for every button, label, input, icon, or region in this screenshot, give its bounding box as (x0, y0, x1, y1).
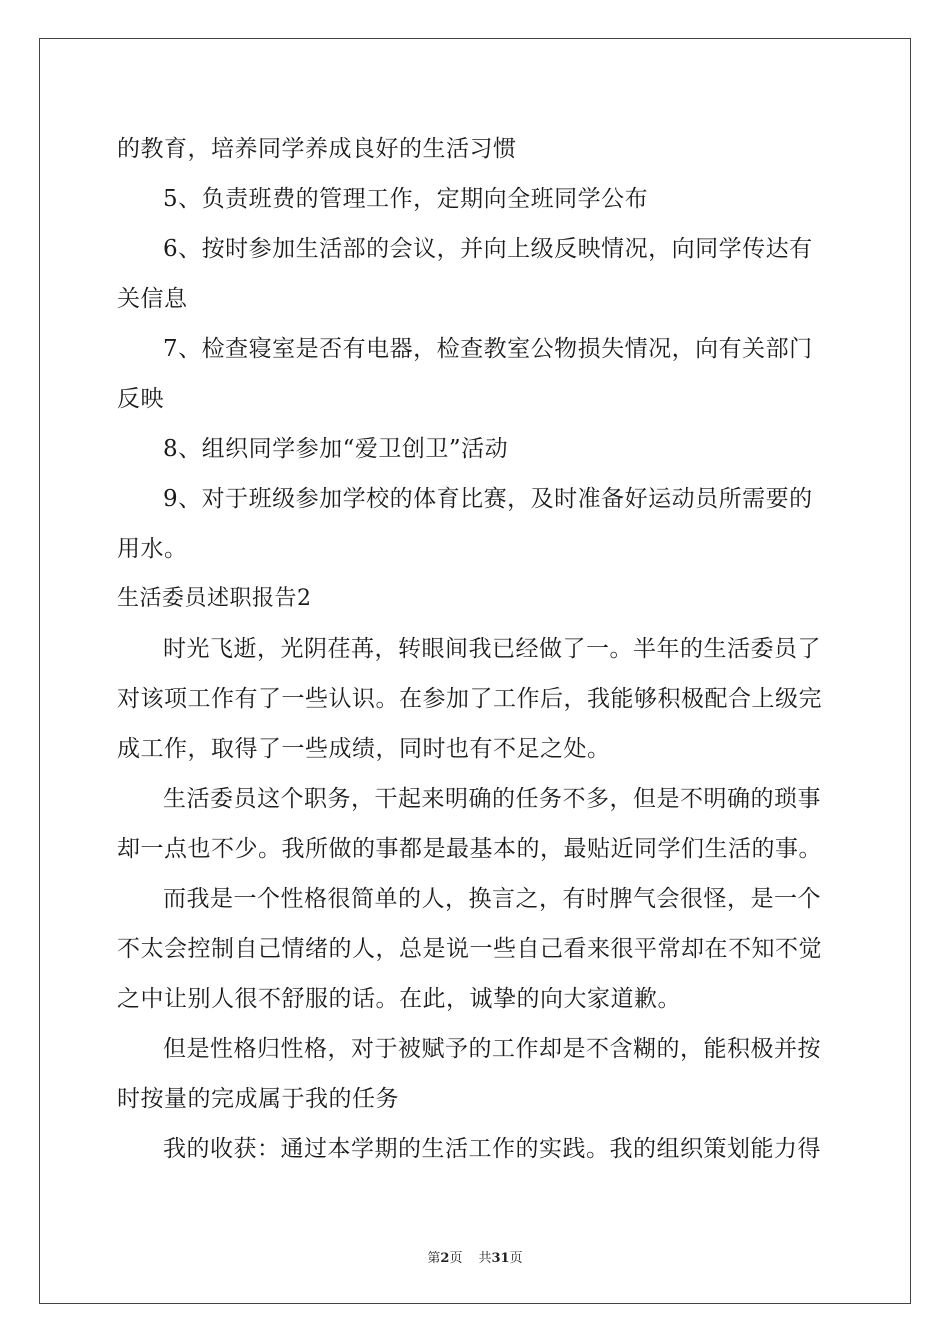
footer-page-number: 2 (440, 1251, 450, 1266)
text-line-16: 而我是一个性格很简单的人，换言之，有时脾气会很怪，是一个 (163, 886, 821, 912)
page-footer (0, 1247, 950, 1266)
text-line-12: 对该项工作有了一些认识。在参加了工作后，我能够积极配合上级完 (117, 686, 822, 712)
text-line-2: 5、负责班费的管理工作，定期向全班同学公布 (163, 186, 649, 212)
text-line-9: 用水。 (117, 536, 188, 562)
text-line-14: 生活委员这个职务，干起来明确的任务不多，但是不明确的琐事 (163, 786, 821, 812)
text-line-11: 时光飞逝，光阴荏苒，转眼间我已经做了一。半年的生活委员了 (163, 636, 821, 662)
text-line-4: 关信息 (117, 286, 188, 312)
footer-page-suffix: 页 (449, 1251, 463, 1266)
text-line-21: 我的收获：通过本学期的生活工作的实践。我的组织策划能力得 (163, 1136, 821, 1162)
text-line-20: 时按量的完成属于我的任务 (117, 1086, 399, 1112)
text-line-18: 之中让别人很不舒服的话。在此，诚挚的向大家道歉。 (117, 986, 681, 1012)
text-line-15: 却一点也不少。我所做的事都是最基本的，最贴近同学们生活的事。 (117, 836, 822, 862)
text-line-7: 8、组织同学参加“爱卫创卫”活动 (163, 436, 509, 462)
text-line-19: 但是性格归性格，对于被赋予的工作却是不含糊的，能积极并按 (163, 1036, 821, 1062)
text-line-3: 6、按时参加生活部的会议，并向上级反映情况，向同学传达有 (163, 236, 813, 262)
footer-total-suffix: 页 (509, 1251, 523, 1266)
text-line-17: 不太会控制自己情绪的人，总是说一些自己看来很平常却在不知不觉 (117, 936, 822, 962)
text-line-13: 成工作，取得了一些成绩，同时也有不足之处。 (117, 736, 611, 762)
footer-page-prefix: 第 (427, 1251, 441, 1266)
document-body (117, 124, 833, 1174)
text-line-1: 的教育，培养同学养成良好的生活习惯 (117, 136, 517, 162)
section-heading: 生活委员述职报告2 (117, 586, 312, 611)
footer-total-number: 31 (491, 1251, 510, 1266)
text-line-8: 9、对于班级参加学校的体育比赛，及时准备好运动员所需要的 (163, 486, 813, 512)
footer-total-prefix: 共 (478, 1251, 492, 1266)
text-line-5: 7、检查寝室是否有电器，检查教室公物损失情况，向有关部门 (163, 336, 813, 362)
text-line-6: 反映 (117, 386, 164, 412)
